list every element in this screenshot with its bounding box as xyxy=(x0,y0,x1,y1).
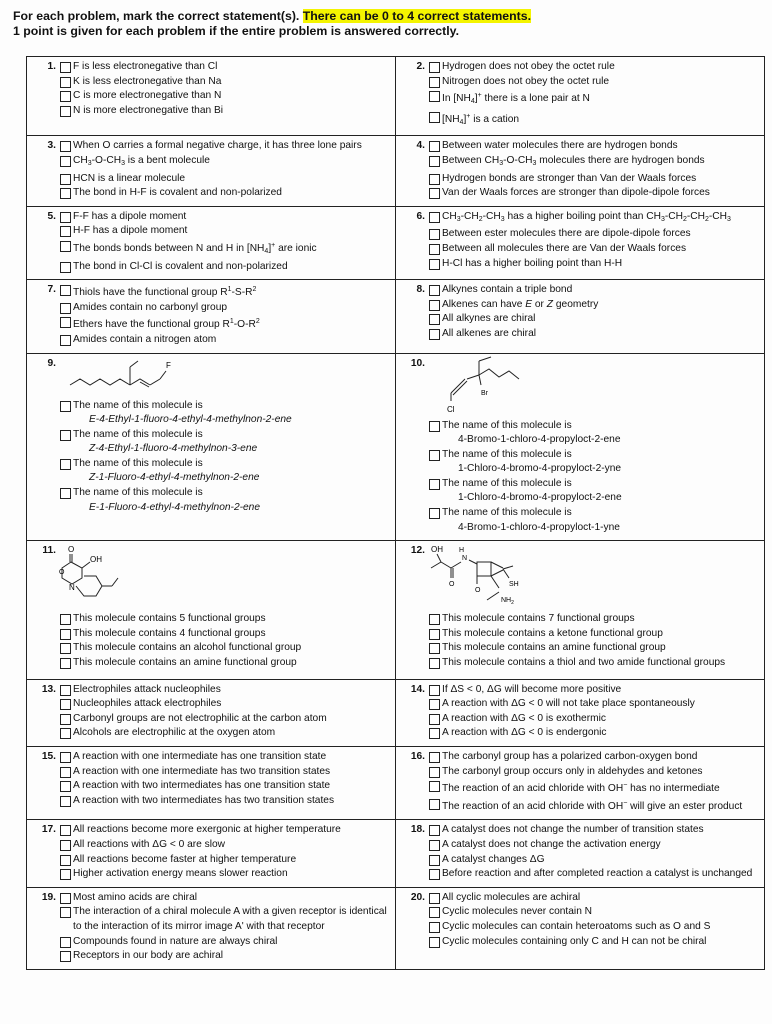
skeletal-formula-11 xyxy=(60,544,200,612)
option[interactable]: The carbonyl group occurs only in aldehydes and ketones xyxy=(429,765,760,780)
checkbox[interactable] xyxy=(429,714,440,725)
checkbox[interactable] xyxy=(60,156,71,167)
checkbox[interactable] xyxy=(429,112,440,123)
option[interactable]: Van der Waals forces are stronger than dipole-dipole forces xyxy=(429,186,760,201)
problem-row xyxy=(27,280,765,353)
molecule-structure-10 xyxy=(429,357,760,419)
molecule-structure-12 xyxy=(429,544,760,612)
option[interactable]: H-Cl has a higher boiling point than H-H xyxy=(429,257,760,272)
option[interactable]: All reactions with ΔG < 0 are slow xyxy=(60,838,391,853)
option[interactable]: The name of this molecule is 4-Bromo-1-chloro-4-propyloct-1-yne xyxy=(429,506,760,535)
checkbox[interactable] xyxy=(429,174,440,185)
option[interactable]: C is more electronegative than N xyxy=(60,89,391,104)
option[interactable]: Cyclic molecules containing only C and H can not be chiral xyxy=(429,935,760,950)
instructions-line-2: 1 point is given for each problem if the entire problem is answered correctly. xyxy=(13,24,459,38)
checkbox[interactable] xyxy=(429,285,440,296)
checkbox[interactable] xyxy=(60,907,71,918)
checkbox[interactable] xyxy=(60,174,71,185)
option[interactable]: The name of this molecule is 4-Bromo-1-chloro-4-propyloct-2-ene xyxy=(429,419,760,448)
skeletal-formula-12 xyxy=(429,544,579,612)
option[interactable]: This molecule contains 5 functional groups xyxy=(60,612,391,627)
problem-16: 16. The carbonyl group has a polarized carbon-oxygen bond The carbonyl group occurs only in aldehydes and ketones The reaction of an acid chloride with OH− has no intermediate The reaction of an acid chloride with OH− will give an ester product xyxy=(396,747,765,820)
problem-5: 5. F-F has a dipole moment H-F has a dipole moment The bonds bonds between N and H in $[NH_4]^+$ are ionic The bond in Cl-Cl is covalent and non-polarized xyxy=(27,206,396,279)
checkbox[interactable] xyxy=(429,893,440,904)
option[interactable]: The name of this molecule is Z-1-Fluoro-4-ethyl-4-methylnon-2-ene xyxy=(60,457,391,486)
problem-19: 19. Most amino acids are chiral The interaction of a chiral molecule A with a given receptor is identical to the interaction of its mirror image A' with that receptor Compounds found in nature are always chiral Receptors in our body are achiral xyxy=(27,887,396,969)
option[interactable]: Cyclic molecules can contain heteroatoms such as O and S xyxy=(429,920,760,935)
checkbox[interactable] xyxy=(429,479,440,490)
problem-9: 9. F The name of this molecule is E-4-Ethyl-1-fluoro-4-ethyl-4-methylnon-2-ene The name of this molecule is Z-4-Ethyl-1-fluoro-4-methylnon-3-ene The name of this molecule is Z-1-Fluoro-4-ethyl-4-methylnon-2-ene The name of this molecule is E-1-Fluoro-4-ethyl-4-methylnon-2-ene xyxy=(27,353,396,541)
problem-row xyxy=(27,206,765,279)
molecule-structure-9 xyxy=(60,357,391,399)
option[interactable]: The name of this molecule is 1-Chloro-4-bromo-4-propyloct-2-yne xyxy=(429,448,760,477)
checkbox[interactable] xyxy=(60,937,71,948)
highlighted-instruction: There can be 0 to 4 correct statements. xyxy=(302,9,532,23)
problem-row xyxy=(27,747,765,820)
problem-row xyxy=(27,887,765,969)
option[interactable]: Alkenes can have E or Z geometry xyxy=(429,298,760,313)
option[interactable]: Higher activation energy means slower reaction xyxy=(60,867,391,882)
problem-7: 7. Thiols have the functional group $R^1-S-R^2$ Amides contain no carbonyl group Ethers have the functional group $R^1-O-R^2$ Amides contain a nitrogen atom xyxy=(27,280,396,353)
checkbox[interactable] xyxy=(60,488,71,499)
option[interactable]: This molecule contains 7 functional groups xyxy=(429,612,760,627)
option[interactable]: F is less electronegative than Cl xyxy=(60,60,391,75)
checkbox[interactable] xyxy=(429,728,440,739)
checkbox[interactable] xyxy=(60,796,71,807)
option[interactable]: The reaction of an acid chloride with OH− will give an ester product xyxy=(429,797,760,815)
option[interactable]: Cyclic molecules never contain N xyxy=(429,905,760,920)
problem-12: 12. OH O H N SH O $NH_2$ This molecule contains 7 functional groups This molecule contains a ketone functional group This molecule contains an amine functional group This molecule contains a thiol and two amide functional groups xyxy=(396,541,765,679)
checkbox[interactable] xyxy=(60,951,71,962)
ring-carbonyl-oxygen-label: O xyxy=(475,587,481,595)
amide-nitrogen-label: N xyxy=(462,555,468,563)
option[interactable]: In $[NH_4]^+$ there is a lone pair at N xyxy=(429,89,760,110)
molecule-structure-11 xyxy=(60,544,391,612)
option[interactable]: A catalyst does not change the activation energy xyxy=(429,838,760,853)
instructions xyxy=(13,9,531,39)
checkbox[interactable] xyxy=(429,752,440,763)
checkbox[interactable] xyxy=(429,699,440,710)
checkbox[interactable] xyxy=(60,643,71,654)
option[interactable]: K is less electronegative than Na xyxy=(60,75,391,90)
checkbox[interactable] xyxy=(60,752,71,763)
option[interactable]: Nucleophiles attack electrophiles xyxy=(60,697,391,712)
checkbox[interactable] xyxy=(429,62,440,73)
checkbox[interactable] xyxy=(429,508,440,519)
option[interactable]: Between all molecules there are Van der Waals forces xyxy=(429,242,760,257)
option[interactable]: N is more electronegative than Bi xyxy=(60,104,391,119)
checkbox[interactable] xyxy=(60,212,71,223)
problem-20: 20. All cyclic molecules are achiral Cyclic molecules never contain N Cyclic molecules can contain heteroatoms such as O and S Cyclic molecules containing only C and H can not be chiral xyxy=(396,887,765,969)
checkbox[interactable] xyxy=(429,869,440,880)
option[interactable]: The carbonyl group has a polarized carbon-oxygen bond xyxy=(429,750,760,765)
option[interactable]: This molecule contains a ketone functional group xyxy=(429,627,760,642)
checkbox[interactable] xyxy=(60,226,71,237)
option[interactable]: The name of this molecule is E-4-Ethyl-1-fluoro-4-ethyl-4-methylnon-2-ene xyxy=(60,399,391,428)
problem-10: 10. Br Cl The name of this molecule is 4-Bromo-1-chloro-4-propyloct-2-ene The name of this molecule is 1-Chloro-4-bromo-4-propyloct-2-yne The name of this molecule is 1-Chloro-4-bromo-4-propyloct-2-ene The name of this molecule is 4-Bromo-1-chloro-4-propyloct-1-yne xyxy=(396,353,765,541)
problem-row xyxy=(27,57,765,136)
checkbox[interactable] xyxy=(429,825,440,836)
fluorine-label: F xyxy=(166,360,171,370)
option[interactable]: Between $CH_3-O-CH_3$ molecules there are hydrogen bonds xyxy=(429,154,760,172)
ring-oxygen-label: O xyxy=(59,569,65,577)
checkbox[interactable] xyxy=(60,62,71,73)
checkbox[interactable] xyxy=(60,303,71,314)
option[interactable]: The name of this molecule is Z-4-Ethyl-1-fluoro-4-methylnon-3-ene xyxy=(60,428,391,457)
problem-4: 4. Between water molecules there are hydrogen bonds Between $CH_3-O-CH_3$ molecules there are hydrogen bonds Hydrogen bonds are stronger than Van der Waals forces Van der Waals forces are stronger than dipole-dipole forces xyxy=(396,136,765,206)
checkbox[interactable] xyxy=(60,855,71,866)
checkbox[interactable] xyxy=(60,141,71,152)
checkbox[interactable] xyxy=(60,459,71,470)
checkbox[interactable] xyxy=(60,825,71,836)
option[interactable]: The name of this molecule is 1-Chloro-4-bromo-4-propyloct-2-ene xyxy=(429,477,760,506)
option[interactable]: The name of this molecule is E-1-Fluoro-4-ethyl-4-methylnon-2-ene xyxy=(60,486,391,515)
nitrogen-label: N xyxy=(69,583,75,593)
option[interactable]: Between water molecules there are hydrogen bonds xyxy=(429,139,760,154)
checkbox[interactable] xyxy=(60,767,71,778)
option[interactable]: Hydrogen bonds are stronger than Van der Waals forces xyxy=(429,172,760,187)
problem-row xyxy=(27,136,765,206)
checkbox[interactable] xyxy=(60,840,71,851)
option[interactable]: A catalyst does not change the number of transition states xyxy=(429,823,760,838)
checkbox[interactable] xyxy=(429,922,440,933)
option[interactable]: Compounds found in nature are always chiral xyxy=(60,935,391,950)
checkbox[interactable] xyxy=(60,317,71,328)
checkbox[interactable] xyxy=(429,421,440,432)
checkbox[interactable] xyxy=(60,781,71,792)
checkbox[interactable] xyxy=(429,658,440,669)
problem-17: 17. All reactions become more exergonic at higher temperature All reactions with ΔG < 0 are slow All reactions become faster at higher temperature Higher activation energy means slower reaction xyxy=(27,820,396,887)
option[interactable]: Before reaction and after completed reaction a catalyst is unchanged xyxy=(429,867,760,882)
option[interactable]: A reaction with one intermediate has one transition state xyxy=(60,750,391,765)
checkbox[interactable] xyxy=(429,259,440,270)
checkbox[interactable] xyxy=(60,658,71,669)
problem-18: 18. A catalyst does not change the number of transition states A catalyst does not change the activation energy A catalyst changes ΔG Before reaction and after completed reaction a catalyst is unchanged xyxy=(396,820,765,887)
option[interactable]: Nitrogen does not obey the octet rule xyxy=(429,75,760,90)
checkbox[interactable] xyxy=(429,91,440,102)
problem-row xyxy=(27,353,765,541)
problem-row xyxy=(27,820,765,887)
problem-14: 14. If ΔS < 0, ΔG will become more positive A reaction with ΔG < 0 will not take place spontaneously A reaction with ΔG < 0 is exothermic A reaction with ΔG < 0 is endergonic xyxy=(396,679,765,746)
option[interactable]: This molecule contains an amine functional group xyxy=(429,641,760,656)
option[interactable]: $[NH_4]^+$ is a cation xyxy=(429,110,760,131)
option[interactable]: The interaction of a chiral molecule A with a given receptor is identical to the interaction of its mirror image A' with that receptor xyxy=(60,905,391,934)
checkbox[interactable] xyxy=(60,106,71,117)
checkbox[interactable] xyxy=(60,335,71,346)
checkbox[interactable] xyxy=(60,614,71,625)
checkbox[interactable] xyxy=(429,937,440,948)
option[interactable]: Carbonyl groups are not electrophilic at the carbon atom xyxy=(60,712,391,727)
option[interactable]: The bond in H-F is covalent and non-polarized xyxy=(60,186,391,201)
option[interactable]: This molecule contains a thiol and two amide functional groups xyxy=(429,656,760,671)
checkbox[interactable] xyxy=(429,629,440,640)
checkbox[interactable] xyxy=(429,141,440,152)
option[interactable]: All alkynes are chiral xyxy=(429,312,760,327)
option[interactable]: A reaction with one intermediate has two transition states xyxy=(60,765,391,780)
option[interactable]: $CH_3-CH_2-CH_3$ has a higher boiling point than $CH_3-CH_2-CH_2-CH_3$ xyxy=(429,210,760,228)
checkbox[interactable] xyxy=(60,285,71,296)
problem-row xyxy=(27,679,765,746)
option[interactable]: All alkenes are chiral xyxy=(429,327,760,342)
option[interactable]: A reaction with two intermediates has two transition states xyxy=(60,794,391,809)
checkbox[interactable] xyxy=(429,643,440,654)
skeletal-formula-9 xyxy=(60,357,220,399)
option[interactable]: Amides contain no carbonyl group xyxy=(60,301,391,316)
checkbox[interactable] xyxy=(60,401,71,412)
option[interactable]: $CH_3-O-CH_3$ is a bent molecule xyxy=(60,154,391,172)
checkbox[interactable] xyxy=(429,450,440,461)
option[interactable]: Thiols have the functional group $R^1-S-R^2$ xyxy=(60,283,391,301)
problem-11: 11. O O OH N This molecule contains 5 functional groups This molecule contains 4 functional groups This molecule contains an alcohol functional group This molecule contains an amine functional group xyxy=(27,541,396,679)
checkbox[interactable] xyxy=(60,430,71,441)
instructions-line-1: For each problem, mark the correct statement(s). There can be 0 to 4 correct statements. xyxy=(13,9,532,23)
option[interactable]: This molecule contains an amine functional group xyxy=(60,656,391,671)
checkbox[interactable] xyxy=(429,300,440,311)
option[interactable]: Most amino acids are chiral xyxy=(60,891,391,906)
checkbox[interactable] xyxy=(429,77,440,88)
checkbox[interactable] xyxy=(429,229,440,240)
option[interactable]: A reaction with two intermediates has one transition state xyxy=(60,779,391,794)
checkbox[interactable] xyxy=(429,840,440,851)
checkbox[interactable] xyxy=(60,188,71,199)
checkbox[interactable] xyxy=(60,629,71,640)
checkbox[interactable] xyxy=(429,767,440,778)
checkbox[interactable] xyxy=(60,893,71,904)
checkbox[interactable] xyxy=(429,685,440,696)
problem-1: 1. F is less electronegative than Cl K is less electronegative than Na C is more electronegative than N N is more electronegative than Bi xyxy=(27,57,396,136)
problem-13: 13. Electrophiles attack nucleophiles Nucleophiles attack electrophiles Carbonyl groups are not electrophilic at the carbon atom Alcohols are electrophilic at the oxygen atom xyxy=(27,679,396,746)
option[interactable]: If ΔS < 0, ΔG will become more positive xyxy=(429,683,760,698)
bromine-label: Br xyxy=(481,389,488,397)
option[interactable]: Hydrogen does not obey the octet rule xyxy=(429,60,760,75)
checkbox[interactable] xyxy=(429,244,440,255)
thiol-label: SH xyxy=(509,581,519,589)
carbonyl-oxygen-label: O xyxy=(68,545,75,555)
option[interactable]: All cyclic molecules are achiral xyxy=(429,891,760,906)
option[interactable]: Between ester molecules there are dipole-dipole forces xyxy=(429,227,760,242)
option[interactable]: This molecule contains 4 functional groups xyxy=(60,627,391,642)
checkbox[interactable] xyxy=(429,855,440,866)
option[interactable]: Electrophiles attack nucleophiles xyxy=(60,683,391,698)
checkbox[interactable] xyxy=(429,329,440,340)
option[interactable]: Alcohols are electrophilic at the oxygen atom xyxy=(60,726,391,741)
option[interactable]: The bonds bonds between N and H in $[NH_4]^+$ are ionic xyxy=(60,239,391,260)
problem-row xyxy=(27,541,765,679)
option[interactable]: All reactions become more exergonic at higher temperature xyxy=(60,823,391,838)
option[interactable]: This molecule contains an alcohol functional group xyxy=(60,641,391,656)
problem-table xyxy=(26,56,765,970)
option[interactable]: Receptors in our body are achiral xyxy=(60,949,391,964)
checkbox[interactable] xyxy=(60,714,71,725)
checkbox[interactable] xyxy=(429,156,440,167)
problem-3: 3. When O carries a formal negative charge, it has three lone pairs $CH_3-O-CH_3$ is a bent molecule HCN is a linear molecule The bond in H-F is covalent and non-polarized xyxy=(27,136,396,206)
problem-8: 8. Alkynes contain a triple bond Alkenes can have E or Z geometry All alkynes are chiral All alkenes are chiral xyxy=(396,280,765,353)
option[interactable]: The reaction of an acid chloride with OH− has no intermediate xyxy=(429,779,760,797)
option[interactable]: A reaction with ΔG < 0 is endergonic xyxy=(429,726,760,741)
chlorine-label: Cl xyxy=(447,404,455,414)
checkbox[interactable] xyxy=(60,728,71,739)
checkbox[interactable] xyxy=(60,77,71,88)
checkbox[interactable] xyxy=(429,188,440,199)
checkbox[interactable] xyxy=(429,781,440,792)
amide-oxygen-label: O xyxy=(449,581,455,589)
checkbox[interactable] xyxy=(60,869,71,880)
option[interactable]: A catalyst changes ΔG xyxy=(429,853,760,868)
amine-label: $NH_2$ xyxy=(501,597,514,607)
hydroxyl-label: OH xyxy=(431,545,443,555)
checkbox[interactable] xyxy=(429,212,440,223)
checkbox[interactable] xyxy=(429,614,440,625)
checkbox[interactable] xyxy=(60,685,71,696)
checkbox[interactable] xyxy=(60,699,71,710)
option[interactable]: All reactions become faster at higher temperature xyxy=(60,853,391,868)
hydroxyl-label: OH xyxy=(90,555,102,565)
problem-6: 6. $CH_3-CH_2-CH_3$ has a higher boiling point than $CH_3-CH_2-CH_2-CH_3$ Between ester molecules there are dipole-dipole forces Between all molecules there are Van der Waals forces H-Cl has a higher boiling point than H-H xyxy=(396,206,765,279)
option[interactable]: F-F has a dipole moment xyxy=(60,210,391,225)
option[interactable]: When O carries a formal negative charge, it has three lone pairs xyxy=(60,139,391,154)
skeletal-formula-10 xyxy=(429,357,589,419)
amide-hydrogen-label: H xyxy=(459,547,465,555)
checkbox[interactable] xyxy=(60,91,71,102)
option[interactable]: Alkynes contain a triple bond xyxy=(429,283,760,298)
checkbox[interactable] xyxy=(60,241,71,252)
option[interactable]: A reaction with ΔG < 0 is exothermic xyxy=(429,712,760,727)
option[interactable]: HCN is a linear molecule xyxy=(60,172,391,187)
checkbox[interactable] xyxy=(429,907,440,918)
problem-15: 15. A reaction with one intermediate has one transition state A reaction with one intermediate has two transition states A reaction with two intermediates has one transition state A reaction with two intermediates has two transition states xyxy=(27,747,396,820)
option[interactable]: The bond in Cl-Cl is covalent and non-polarized xyxy=(60,260,391,275)
option[interactable]: Amides contain a nitrogen atom xyxy=(60,333,391,348)
checkbox[interactable] xyxy=(60,262,71,273)
option[interactable]: A reaction with ΔG < 0 will not take place spontaneously xyxy=(429,697,760,712)
checkbox[interactable] xyxy=(429,314,440,325)
checkbox[interactable] xyxy=(429,799,440,810)
problem-2: 2. Hydrogen does not obey the octet rule Nitrogen does not obey the octet rule In $[NH_4]^+$ there is a lone pair at N $[NH_4]^+$ is a cation xyxy=(396,57,765,136)
option[interactable]: Ethers have the functional group $R^1-O-R^2$ xyxy=(60,315,391,333)
option[interactable]: H-F has a dipole moment xyxy=(60,224,391,239)
